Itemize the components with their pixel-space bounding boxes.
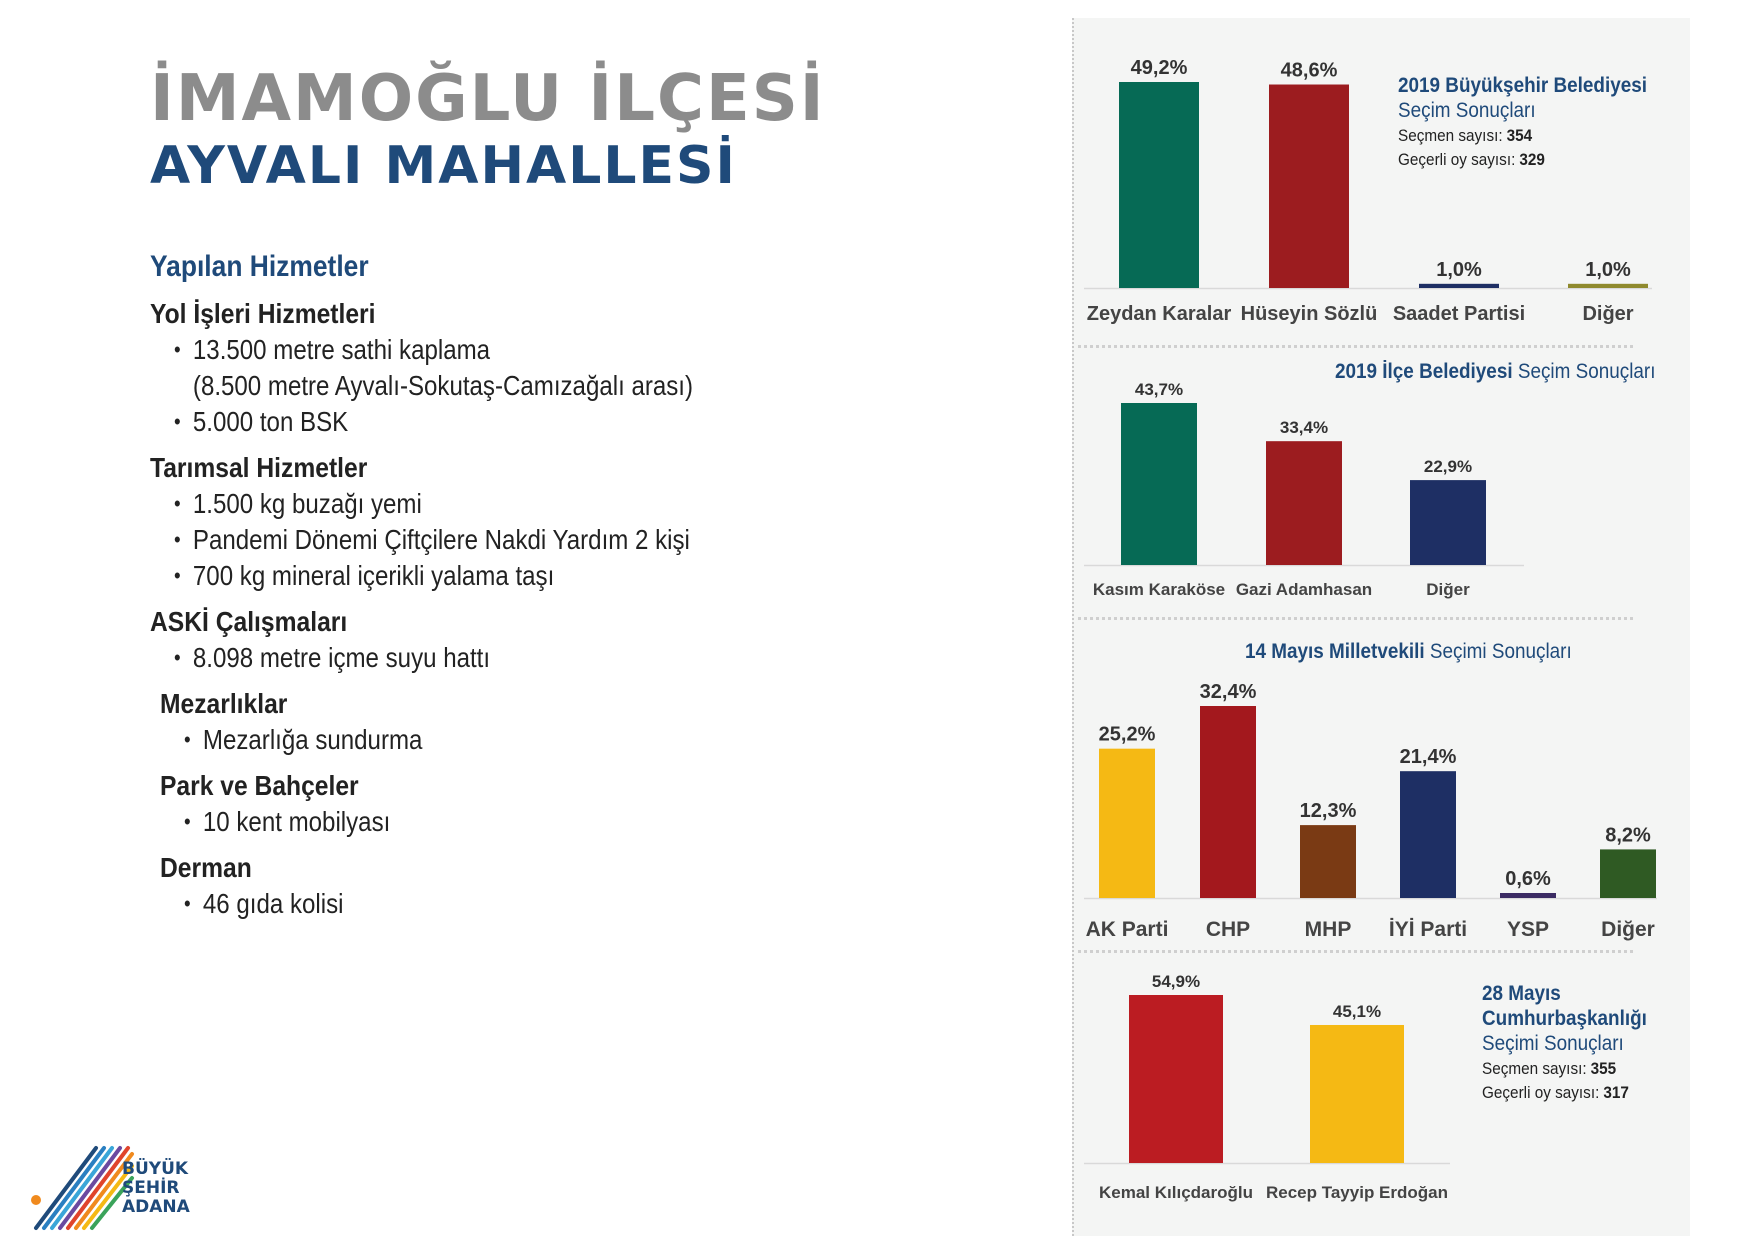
bar bbox=[1500, 893, 1556, 898]
category-label: Kemal Kılıçdaroğlu bbox=[1099, 1183, 1253, 1202]
category-label: Saadet Partisi bbox=[1392, 303, 1526, 325]
service-category bbox=[150, 452, 910, 594]
service-item-text: 13.500 metre sathi kaplama bbox=[192, 334, 491, 365]
valid-votes-value: 329 bbox=[1519, 150, 1545, 169]
bar bbox=[1310, 1025, 1404, 1163]
service-item-text: 8.098 metre içme suyu hattı bbox=[192, 642, 491, 673]
services-section bbox=[150, 250, 910, 934]
value-label: 25,2% bbox=[1098, 723, 1156, 746]
value-label: 1,0% bbox=[1585, 258, 1631, 281]
bullet-icon: • bbox=[174, 563, 181, 588]
divider bbox=[1078, 950, 1633, 953]
service-category bbox=[150, 852, 910, 922]
service-items bbox=[150, 332, 910, 440]
chart2-title-normal: Seçim Sonuçları bbox=[1517, 360, 1656, 383]
service-item bbox=[174, 558, 807, 594]
service-item-text: Mezarlığa sundurma bbox=[202, 724, 423, 755]
category-label: Hüseyin Sözlü bbox=[1240, 303, 1378, 325]
service-category-title: Tarımsal Hizmetler bbox=[150, 452, 368, 483]
value-label: 33,4% bbox=[1279, 418, 1329, 438]
bullet-icon: • bbox=[184, 727, 191, 752]
bullet-icon: • bbox=[174, 645, 181, 670]
service-category-title: ASKİ Çalışmaları bbox=[150, 606, 348, 637]
chart3-title bbox=[1245, 640, 1572, 664]
value-label: 48,6% bbox=[1280, 59, 1338, 82]
category-label: Zeydan Karalar bbox=[1086, 303, 1232, 325]
services-heading: Yapılan Hizmetler bbox=[150, 250, 369, 283]
service-item-text: 10 kent mobilyası bbox=[202, 806, 391, 837]
service-item bbox=[174, 332, 807, 368]
service-item-text: 1.500 kg buzağı yemi bbox=[192, 488, 422, 519]
service-items bbox=[150, 640, 910, 676]
category-label: Kasım Karaköse bbox=[1092, 580, 1226, 599]
bar bbox=[1600, 849, 1656, 898]
service-category bbox=[150, 770, 910, 840]
bullet-icon: • bbox=[174, 527, 181, 552]
value-label: 21,4% bbox=[1399, 746, 1457, 769]
chart-2019-district bbox=[1072, 350, 1690, 615]
category-label: Diğer bbox=[1601, 918, 1655, 941]
valid-votes-value: 317 bbox=[1603, 1083, 1629, 1102]
service-item bbox=[184, 722, 808, 758]
service-category bbox=[150, 606, 910, 676]
bar bbox=[1121, 403, 1197, 565]
value-label: 49,2% bbox=[1130, 57, 1188, 79]
logo-line-2: ŞEHİR bbox=[122, 1178, 180, 1198]
bar bbox=[1119, 82, 1199, 288]
service-category-title: Park ve Bahçeler bbox=[160, 770, 359, 801]
chart2-title bbox=[1335, 360, 1655, 384]
service-category bbox=[150, 688, 910, 758]
value-label: 43,7% bbox=[1134, 380, 1184, 399]
value-label: 1,0% bbox=[1436, 258, 1482, 281]
category-label: Diğer bbox=[1582, 303, 1634, 325]
bullet-icon: • bbox=[184, 809, 191, 834]
bar bbox=[1400, 771, 1456, 898]
voters-value: 355 bbox=[1590, 1059, 1617, 1078]
voters-value: 354 bbox=[1506, 126, 1533, 145]
chart4-title-normal: Seçimi Sonuçları bbox=[1482, 1032, 1624, 1055]
value-label: 54,9% bbox=[1151, 972, 1201, 991]
value-label: 12,3% bbox=[1299, 800, 1357, 823]
chart1-title-normal: Seçim Sonuçları bbox=[1398, 99, 1536, 122]
valid-votes-label: Geçerli oy sayısı: bbox=[1398, 150, 1516, 169]
bar bbox=[1410, 480, 1486, 565]
service-items bbox=[150, 486, 910, 594]
service-items bbox=[160, 722, 910, 758]
services-categories bbox=[150, 298, 910, 922]
service-category-title: Derman bbox=[160, 852, 252, 883]
bullet-icon: • bbox=[174, 491, 181, 516]
chart3-title-bold: 14 Mayıs Milletvekili bbox=[1245, 640, 1425, 663]
bar bbox=[1200, 706, 1256, 898]
bar bbox=[1269, 85, 1349, 288]
chart-2019-metropolitan bbox=[1072, 18, 1690, 348]
bar bbox=[1568, 284, 1648, 288]
value-label: 22,9% bbox=[1423, 457, 1473, 477]
category-label: CHP bbox=[1205, 918, 1251, 941]
bullet-icon: • bbox=[174, 409, 181, 434]
chart1-annotation bbox=[1398, 74, 1675, 172]
category-label: Recep Tayyip Erdoğan bbox=[1265, 1183, 1449, 1202]
service-items bbox=[160, 804, 910, 840]
value-label: 32,4% bbox=[1199, 681, 1257, 703]
voters-label: Seçmen sayısı: bbox=[1482, 1059, 1587, 1078]
page-title: İMAMOĞLU İLÇESİ bbox=[150, 62, 826, 136]
service-item bbox=[184, 804, 808, 840]
bar bbox=[1099, 749, 1155, 898]
bullet-icon: • bbox=[184, 891, 191, 916]
page-subtitle: AYVALI MAHALLESİ bbox=[150, 136, 737, 196]
service-item bbox=[174, 486, 807, 522]
value-label: 0,6% bbox=[1505, 868, 1551, 890]
logo-text bbox=[122, 1160, 190, 1217]
chart2-title-bold: 2019 İlçe Belediyesi bbox=[1335, 360, 1513, 383]
service-item bbox=[174, 640, 807, 676]
chart4-title-bold-2: Cumhurbaşkanlığı bbox=[1482, 1007, 1647, 1030]
category-label: MHP bbox=[1304, 918, 1352, 941]
service-item bbox=[174, 404, 807, 440]
category-label: Diğer bbox=[1426, 580, 1470, 599]
chart4-annotation bbox=[1482, 982, 1665, 1105]
service-item-text: Pandemi Dönemi Çiftçilere Nakdi Yardım 2 kişi bbox=[192, 524, 690, 555]
service-item-text: 46 gıda kolisi bbox=[202, 888, 344, 919]
service-items bbox=[160, 886, 910, 922]
bar bbox=[1266, 441, 1342, 565]
bar bbox=[1419, 284, 1499, 288]
service-item-text: 5.000 ton BSK bbox=[192, 406, 349, 437]
chart-14-may-parliament bbox=[1072, 620, 1690, 950]
category-label: AK Parti bbox=[1085, 918, 1169, 941]
logo-line-3: ADANA bbox=[122, 1197, 190, 1217]
chart1-title-bold: 2019 Büyükşehir Belediyesi bbox=[1398, 74, 1647, 97]
bar bbox=[1129, 995, 1223, 1163]
value-label: 45,1% bbox=[1332, 1001, 1382, 1021]
value-label: 8,2% bbox=[1605, 824, 1651, 847]
chart3-title-normal: Seçimi Sonuçları bbox=[1429, 640, 1572, 663]
service-category-title: Yol İşleri Hizmetleri bbox=[150, 298, 376, 329]
service-item-text: (8.500 metre Ayvalı-Sokutaş-Camızağalı arası) bbox=[192, 370, 694, 401]
category-label: YSP bbox=[1506, 918, 1550, 941]
category-label: İYİ Parti bbox=[1388, 918, 1468, 941]
bullet-icon: • bbox=[174, 337, 181, 362]
service-category-title: Mezarlıklar bbox=[160, 688, 288, 719]
service-item bbox=[174, 368, 807, 404]
service-item bbox=[184, 886, 808, 922]
emblem-icon bbox=[31, 1195, 41, 1205]
category-label: Gazi Adamhasan bbox=[1235, 580, 1373, 599]
chart4-title-bold-1: 28 Mayıs bbox=[1482, 982, 1561, 1005]
voters-label: Seçmen sayısı: bbox=[1398, 126, 1503, 145]
service-item bbox=[174, 522, 807, 558]
valid-votes-label: Geçerli oy sayısı: bbox=[1482, 1083, 1600, 1102]
bar bbox=[1300, 825, 1356, 898]
service-item-text: 700 kg mineral içerikli yalama taşı bbox=[192, 560, 555, 591]
logo-line-1: BÜYÜK bbox=[122, 1159, 189, 1179]
service-category bbox=[150, 298, 910, 440]
